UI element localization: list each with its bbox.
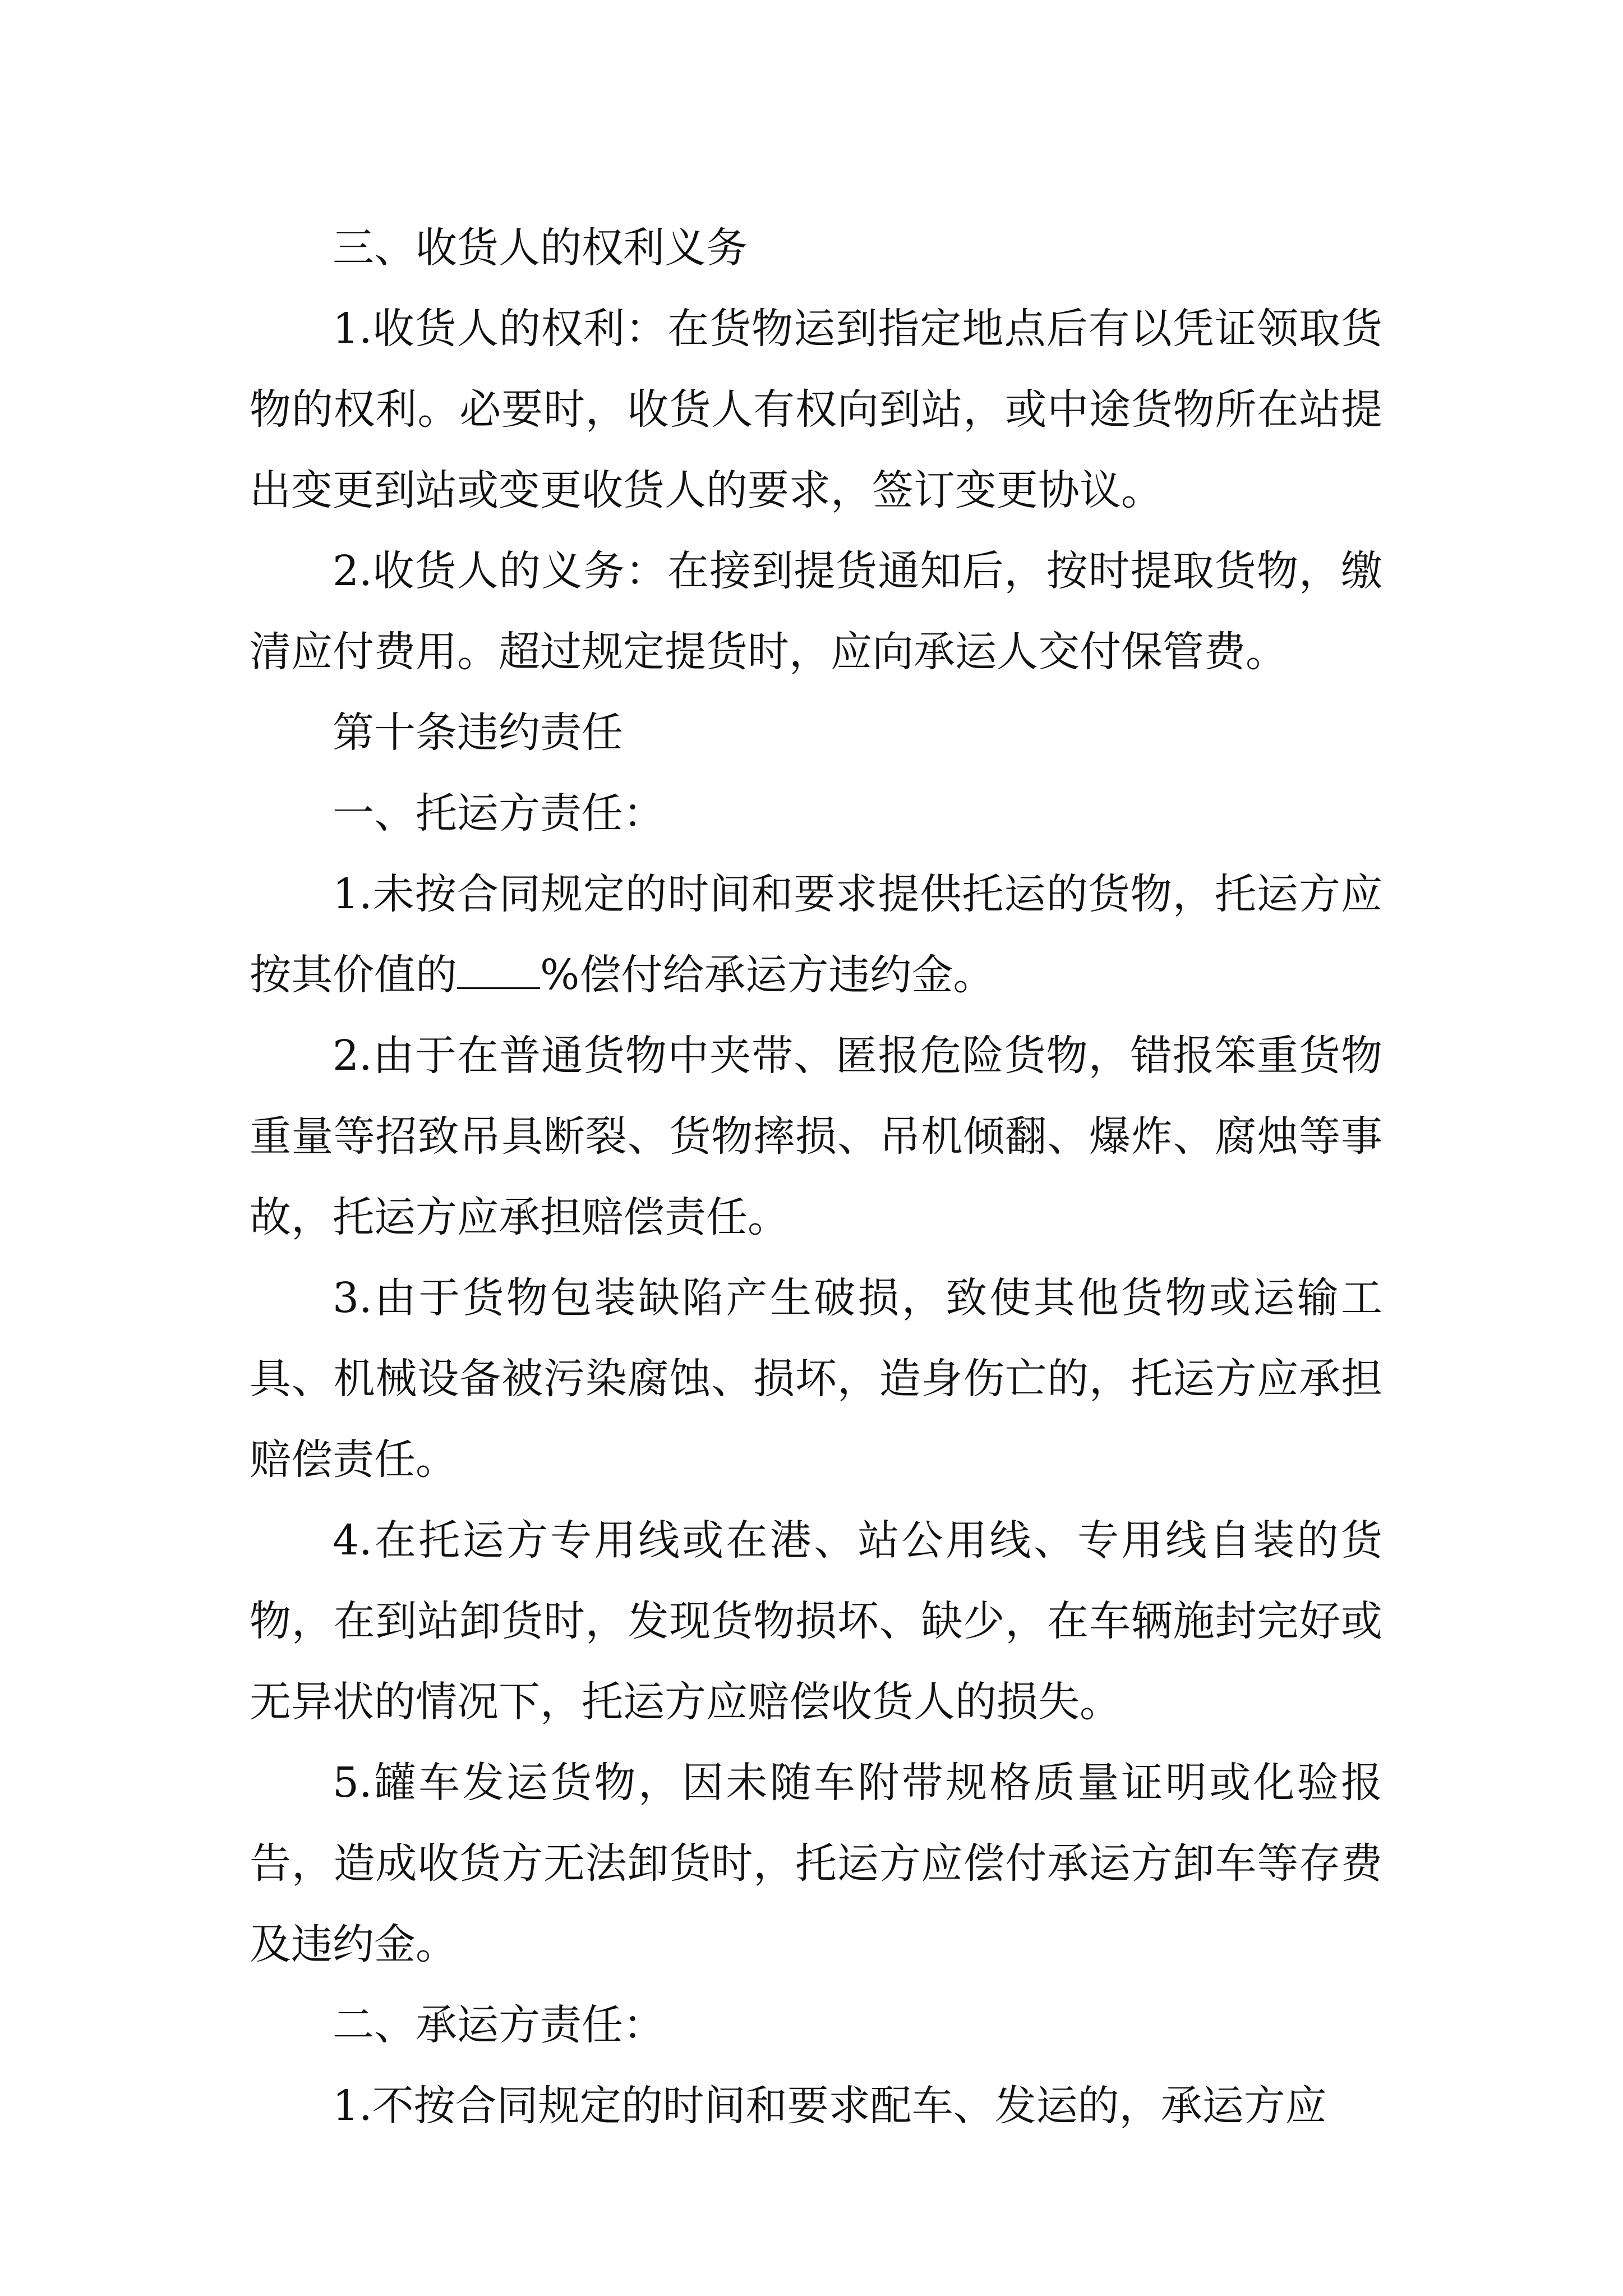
paragraph-carrier-liability-1: 1.不按合同规定的时间和要求配车、发运的，承运方应	[333, 2082, 1327, 2130]
section-heading-carrier-liability: 二、承运方责任：	[333, 2001, 665, 2049]
paragraph-shipper-liability-2: 2.由于在普通货物中夹带、匿报危险货物，错报笨重货物重量等招致吊具断裂、货物摔损、吊机倾翻、爆炸、腐烛等事故，托运方应承担赔偿责任。	[250, 1032, 1382, 1241]
document-page	[250, 208, 1382, 2146]
paragraph-text-part: %偿付给承运方违约金。	[540, 951, 995, 999]
section-heading-consignee-rights: 三、收货人的权利义务	[333, 224, 748, 272]
section-heading-shipper-liability: 一、托运方责任：	[333, 789, 665, 838]
paragraph-text-part: 1.未按合同规定的时间和要求提供托运的货物，托运方应按其价值的	[250, 870, 1382, 999]
fill-in-blank	[457, 948, 540, 989]
paragraph-shipper-liability-3: 3.由于货物包装缺陷产生破损，致使其他货物或运输工具、机械设备被污染腐蚀、损坏，造身伤亡的，托运方应承担赔偿责任。	[250, 1274, 1382, 1484]
paragraph-shipper-liability-1	[250, 854, 1382, 1015]
paragraph-shipper-liability-4: 4.在托运方专用线或在港、站公用线、专用线自装的货物，在到站卸货时，发现货物损坏、缺少，在车辆施封完好或无异状的情况下，托运方应赔偿收货人的损失。	[250, 1516, 1382, 1726]
paragraph-consignee-rights: 1.收货人的权利：在货物运到指定地点后有以凭证领取货物的权利。必要时，收货人有权向到站，或中途货物所在站提出变更到站或变更收货人的要求，签订变更协议。	[250, 305, 1382, 514]
paragraph-consignee-obligations: 2.收货人的义务：在接到提货通知后，按时提取货物，缴清应付费用。超过规定提货时，应向承运人交付保管费。	[250, 547, 1382, 676]
paragraph-shipper-liability-5: 5.罐车发运货物，因未随车附带规格质量证明或化验报告，造成收货方无法卸货时，托运方应偿付承运方卸车等存费及违约金。	[250, 1759, 1382, 1968]
article-heading-liability: 第十条违约责任	[333, 708, 623, 757]
